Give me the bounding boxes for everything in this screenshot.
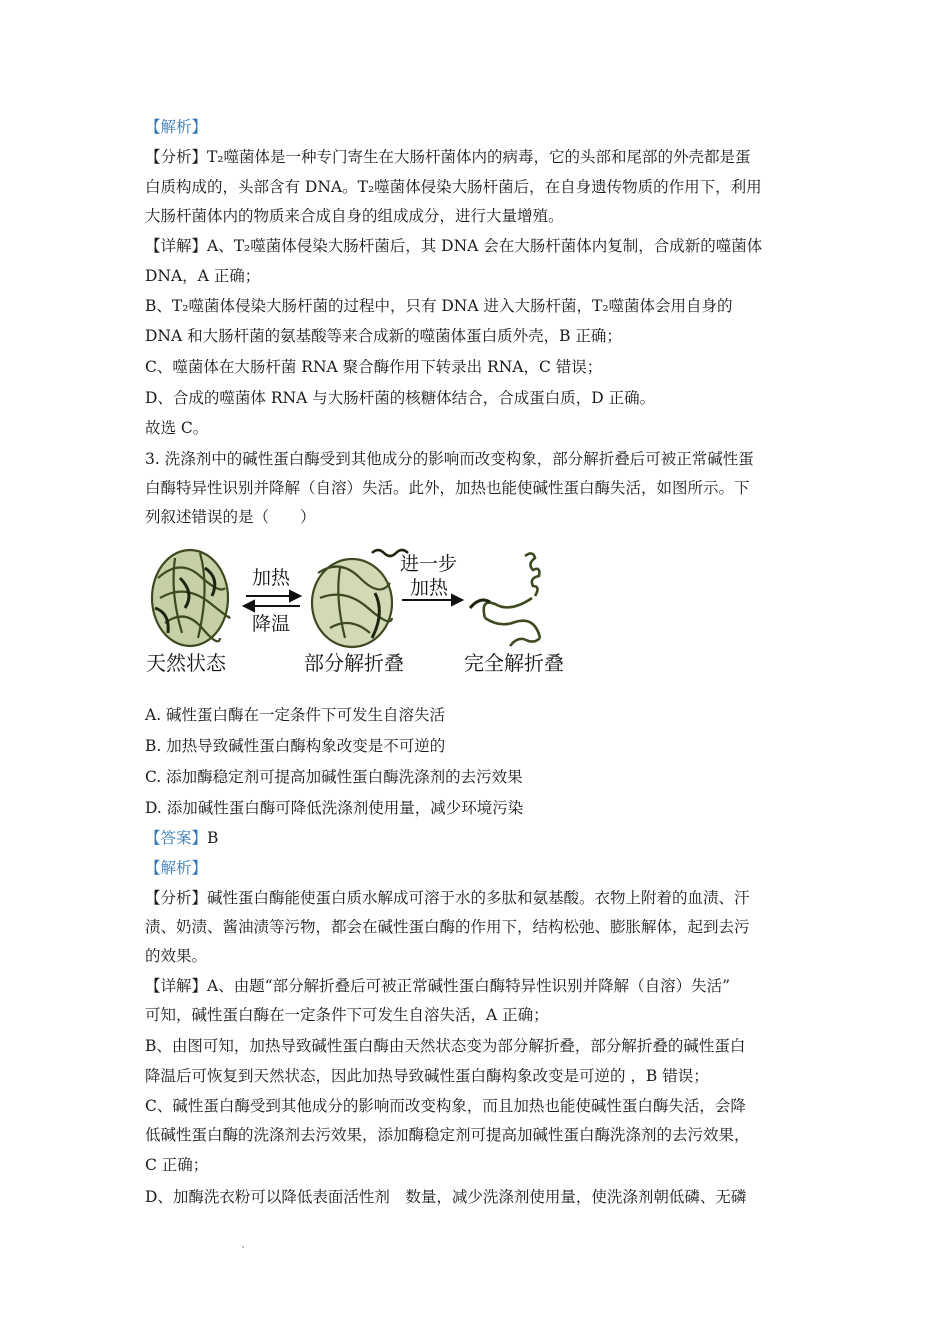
analysis-line: C、噬菌体在大肠杆菌 RNA 聚合酶作用下转录出 RNA，C 错误； — [145, 358, 603, 376]
option-d: D. 添加碱性蛋白酶可降低洗涤剂使用量，减少环境污染 — [145, 799, 524, 817]
analysis-header: 【解析】 — [145, 859, 208, 877]
question-stem: 白酶特异性识别并降解（自溶）失活。此外，加热也能使碱性蛋白酶失活，如图所示。下 — [145, 479, 750, 497]
analysis-line: 【分析】碱性蛋白酶能使蛋白质水解成可溶于水的多肽和氨基酸。衣物上附着的血渍、汗 — [145, 889, 750, 907]
analysis-line: 故选 C。 — [145, 419, 209, 437]
question-stem: 3. 洗涤剂中的碱性蛋白酶受到其他成分的影响而改变构象，部分解折叠后可被正常碱性蛋 — [145, 450, 754, 468]
analysis-line: 的效果。 — [145, 947, 208, 965]
answer-value: B — [207, 829, 219, 847]
analysis-line: 低碱性蛋白酶的洗涤剂去污效果，添加酶稳定剂可提高加碱性蛋白酶洗涤剂的去污效果， — [145, 1126, 750, 1144]
arrow-label-further: 进一步 — [400, 553, 458, 575]
reversible-arrow — [244, 591, 300, 611]
option-a: A. 碱性蛋白酶在一定条件下可发生自溶失活 — [145, 706, 446, 724]
option-c: C. 添加酶稳定剂可提高加碱性蛋白酶洗涤剂的去污效果 — [145, 768, 523, 786]
label-partial-unfold: 部分解折叠 — [304, 651, 404, 675]
option-b: B. 加热导致碱性蛋白酶构象改变是不可逆的 — [145, 737, 446, 755]
answer-line — [145, 828, 218, 848]
analysis-line: 白质构成的，头部含有 DNA。T₂噬菌体侵染大肠杆菌后，在自身遗传物质的作用下，利用 — [145, 178, 762, 196]
analysis-line: 可知，碱性蛋白酶在一定条件下可发生自溶失活，A 正确； — [145, 1006, 549, 1024]
analysis-line: 渍、奶渍、酱油渍等污物，都会在碱性蛋白酶的作用下，结构松弛、膨胀解体，起到去污 — [145, 918, 750, 936]
native-protein-illustration — [152, 550, 230, 646]
analysis-line: 【详解】A、由题“部分解折叠后可被正常碱性蛋白酶特异性识别并降解（自溶）失活” — [145, 977, 731, 995]
page-mark — [242, 1246, 244, 1248]
partial-unfolded-illustration — [312, 550, 408, 647]
label-full-unfold: 完全解折叠 — [464, 651, 564, 675]
question-stem: 列叙述错误的是（ ） — [145, 508, 316, 526]
analysis-line: 【分析】T₂噬菌体是一种专门寄生在大肠杆菌体内的病毒，它的头部和尾部的外壳都是蛋 — [145, 148, 751, 166]
arrow-label-heat: 加热 — [252, 567, 291, 589]
protein-folding-figure — [140, 538, 570, 688]
arrow-label-cool: 降温 — [252, 613, 291, 635]
analysis-line: D、加酶洗衣粉可以降低表面活性剂 数量，减少洗涤剂使用量，使洗涤剂朝低磷、无磷 — [145, 1188, 747, 1206]
analysis-line: DNA 和大肠杆菌的氨基酸等来合成新的噬菌体蛋白质外壳，B 正确； — [145, 327, 622, 345]
analysis-line: B、由图可知，加热导致碱性蛋白酶由天然状态变为部分解折叠，部分解折叠的碱性蛋白 — [145, 1037, 746, 1055]
full-unfolded-illustration — [470, 553, 540, 646]
analysis-line: DNA，A 正确； — [145, 267, 261, 285]
analysis-line: C 正确； — [145, 1156, 209, 1174]
analysis-line: 【详解】A、T₂噬菌体侵染大肠杆菌后，其 DNA 会在大肠杆菌体内复制，合成新的噬菌体 — [145, 237, 763, 255]
analysis-header: 【解析】 — [145, 118, 208, 136]
analysis-line: 降温后可恢复到天然状态，因此加热导致碱性蛋白酶构象改变是可逆的 ，B 错误； — [145, 1067, 709, 1085]
label-native-state: 天然状态 — [146, 651, 226, 675]
arrow-label-heat2: 加热 — [410, 577, 449, 599]
analysis-line: 大肠杆菌体内的物质来合成自身的组成成分，进行大量增殖。 — [145, 207, 564, 225]
analysis-line: B、T₂噬菌体侵染大肠杆菌的过程中，只有 DNA 进入大肠杆菌，T₂噬菌体会用自身的 — [145, 297, 733, 315]
answer-label: 【答案】 — [145, 829, 208, 847]
analysis-line: C、碱性蛋白酶受到其他成分的影响而改变构象，而且加热也能使碱性蛋白酶失活，会降 — [145, 1097, 746, 1115]
analysis-line: D、合成的噬菌体 RNA 与大肠杆菌的核糖体结合，合成蛋白质，D 正确。 — [145, 389, 656, 407]
